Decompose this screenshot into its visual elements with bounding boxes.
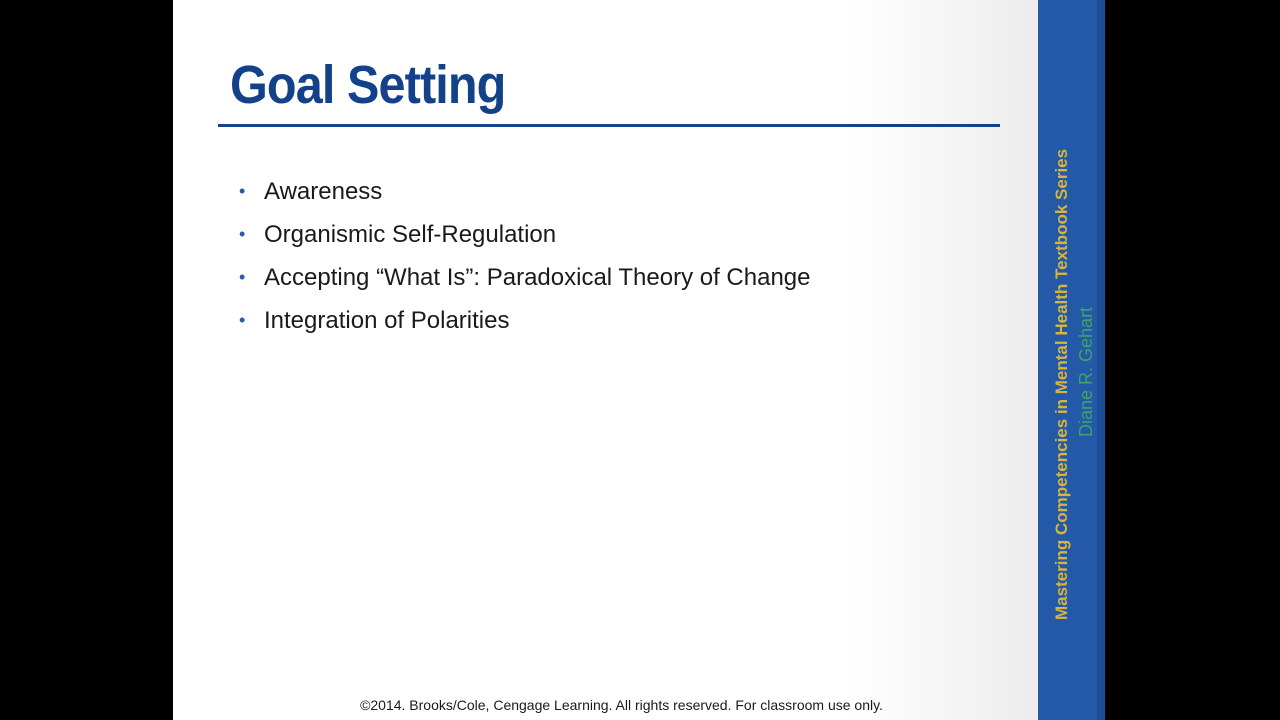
side-band-edge — [1097, 0, 1105, 720]
bullet-icon: • — [239, 181, 246, 201]
series-label — [1050, 149, 1098, 620]
bullet-icon: • — [239, 267, 246, 287]
slide-title: Goal Setting — [230, 55, 506, 115]
bullet-text: Accepting “What Is”: Paradoxical Theory of Change — [264, 264, 811, 291]
bullet-text: Integration of Polarities — [264, 307, 510, 334]
title-underline — [218, 124, 1000, 127]
series-title: Mastering Competencies in Mental Health Textbook Series — [1052, 148, 1071, 620]
bullet-text: Awareness — [264, 178, 383, 205]
slide — [173, 0, 1038, 720]
bullet-icon: • — [239, 310, 246, 330]
copyright-footer: ©2014. Brooks/Cole, Cengage Learning. All rights reserved. For classroom use only. — [360, 697, 883, 713]
bullet-text: Organismic Self-Regulation — [264, 221, 557, 248]
series-author: Diane R. Gehart — [1076, 306, 1096, 437]
bullet-icon: • — [239, 224, 246, 244]
